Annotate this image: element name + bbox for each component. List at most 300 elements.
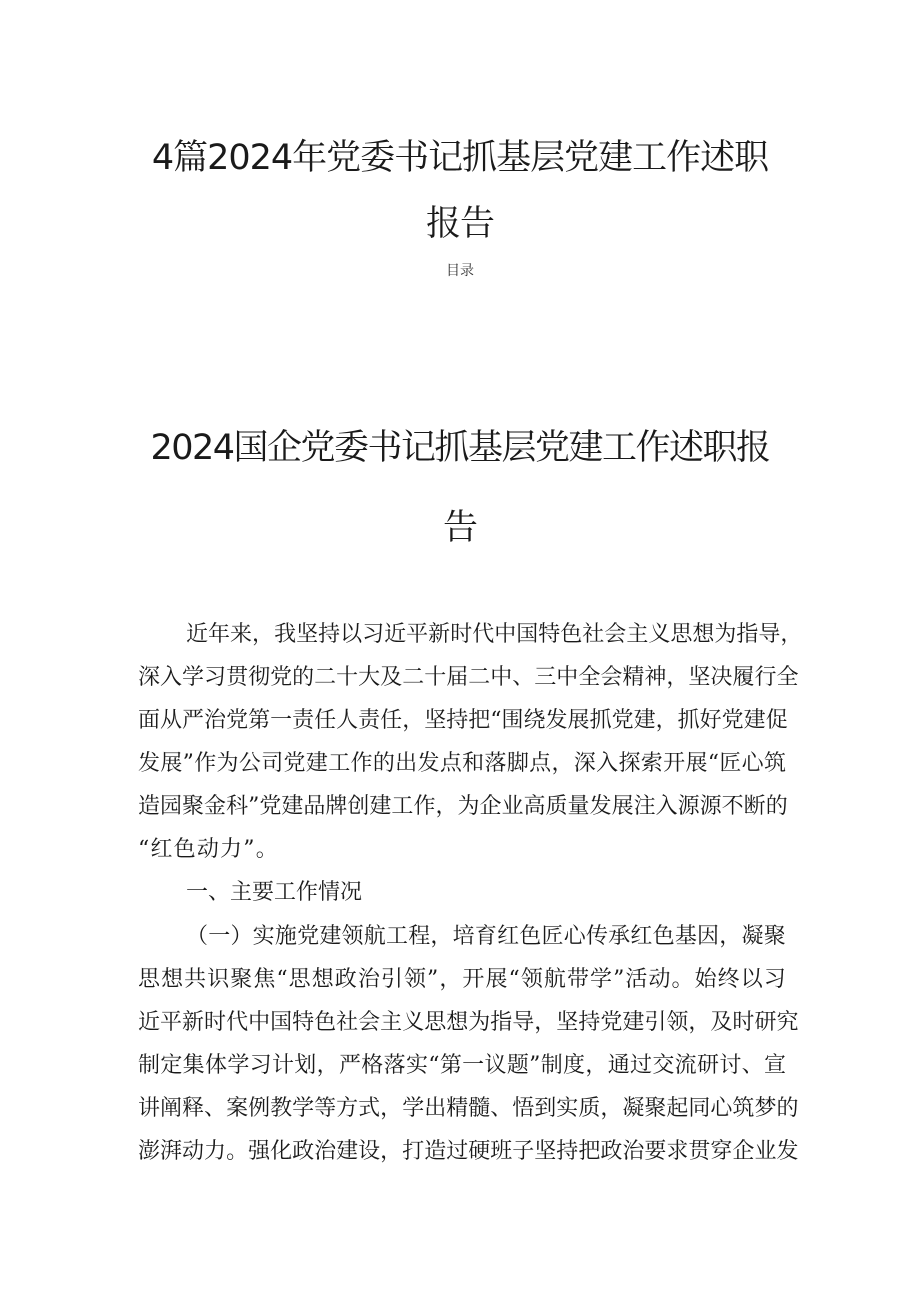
- glyph: 活: [625, 967, 648, 992]
- glyph: 作: [194, 751, 217, 776]
- glyph: 思: [288, 967, 311, 992]
- section-line: [138, 965, 786, 995]
- glyph: ”: [613, 967, 625, 992]
- glyph: 髓: [468, 1096, 491, 1121]
- glyph: ，: [534, 1010, 557, 1035]
- glyph: 究: [776, 1010, 799, 1035]
- glyph: 体: [204, 1053, 227, 1078]
- glyph: 党: [259, 794, 282, 819]
- glyph: “: [707, 751, 720, 776]
- glyph: 全: [776, 665, 799, 690]
- glyph: 国: [270, 1010, 293, 1035]
- glyph: 航: [363, 924, 386, 949]
- glyph: 筑: [763, 751, 786, 776]
- glyph: 二: [402, 665, 425, 690]
- glyph: 凝: [741, 924, 764, 949]
- glyph: 想: [161, 967, 184, 992]
- glyph: 实: [252, 924, 275, 949]
- glyph: 不: [721, 794, 744, 819]
- glyph: 。: [226, 1139, 249, 1164]
- glyph: ”: [529, 1053, 541, 1078]
- glyph: 义: [648, 622, 671, 647]
- glyph: 划: [294, 1053, 317, 1078]
- glyph: 全: [578, 665, 601, 690]
- glyph: 学: [227, 1053, 250, 1078]
- glyph: 近: [186, 622, 209, 647]
- glyph: 届: [446, 665, 469, 690]
- glyph: 展: [485, 967, 508, 992]
- glyph: 心: [741, 751, 764, 776]
- glyph: 子: [512, 1139, 535, 1164]
- glyph: 同: [688, 1096, 711, 1121]
- glyph: 公: [238, 751, 261, 776]
- glyph: 色: [314, 1010, 337, 1035]
- glyph: ，: [551, 751, 574, 776]
- glyph: 中: [248, 1010, 271, 1035]
- glyph: 来: [230, 622, 253, 647]
- glyph: 社: [336, 1010, 359, 1035]
- glyph: 思: [138, 967, 161, 992]
- glyph: 主: [626, 622, 649, 647]
- glyph: 持: [578, 1010, 601, 1035]
- glyph: 筑: [732, 1096, 755, 1121]
- intro-line: “红色动力”。: [138, 837, 279, 862]
- glyph: 引: [380, 967, 403, 992]
- section-line: [138, 1094, 799, 1124]
- glyph: 格: [361, 1053, 384, 1078]
- glyph: 近: [384, 622, 407, 647]
- glyph: 导: [512, 1010, 535, 1035]
- glyph: 创: [347, 794, 370, 819]
- glyph: 起: [666, 1096, 689, 1121]
- glyph: 司: [261, 751, 284, 776]
- glyph: 坚: [424, 708, 447, 733]
- glyph: 开: [663, 751, 686, 776]
- glyph: 聚: [763, 924, 786, 949]
- intro-line: [138, 706, 786, 736]
- glyph: 围: [501, 708, 524, 733]
- glyph: 以: [340, 622, 363, 647]
- glyph: 源: [677, 794, 700, 819]
- glyph: 色: [560, 622, 583, 647]
- glyph: 以: [740, 967, 763, 992]
- glyph: 年: [208, 622, 231, 647]
- glyph: 穿: [710, 1139, 733, 1164]
- glyph: 式: [358, 1096, 381, 1121]
- glyph: 精: [446, 1096, 469, 1121]
- glyph: 建: [743, 708, 766, 733]
- glyph: 学: [590, 967, 613, 992]
- glyph: 展: [567, 708, 590, 733]
- glyph: 红: [630, 924, 653, 949]
- glyph: 落: [484, 751, 507, 776]
- glyph: 科: [226, 794, 249, 819]
- glyph: 会: [358, 1010, 381, 1035]
- section-line: [138, 1008, 799, 1038]
- glyph: 习: [763, 967, 786, 992]
- glyph: 建: [305, 751, 328, 776]
- report-title-line-2: 告: [442, 508, 477, 548]
- glyph: ，: [600, 1096, 623, 1121]
- glyph: 的: [292, 665, 315, 690]
- glyph: 实: [405, 1053, 428, 1078]
- glyph: 十: [424, 665, 447, 690]
- glyph: 会: [604, 622, 627, 647]
- glyph: 作: [350, 751, 373, 776]
- glyph: ”: [182, 751, 194, 776]
- glyph: 责: [292, 708, 315, 733]
- glyph: 制: [138, 1053, 161, 1078]
- glyph: 强: [248, 1139, 271, 1164]
- intro-line: [186, 620, 803, 650]
- glyph: ，: [252, 622, 275, 647]
- glyph: 指: [490, 1010, 513, 1035]
- glyph: 引: [644, 1010, 667, 1035]
- glyph: 治: [622, 1139, 645, 1164]
- glyph: 及: [710, 1010, 733, 1035]
- glyph: 湃: [160, 1139, 183, 1164]
- glyph: 严: [338, 1053, 361, 1078]
- glyph: 党: [270, 665, 293, 690]
- glyph: 等: [314, 1096, 337, 1121]
- glyph: 想: [311, 967, 334, 992]
- glyph: 治: [357, 967, 380, 992]
- glyph: 聚: [644, 1096, 667, 1121]
- glyph: 展: [160, 751, 183, 776]
- glyph: 航: [543, 967, 566, 992]
- glyph: 质: [578, 1096, 601, 1121]
- glyph: 带: [566, 967, 589, 992]
- glyph: 聚: [182, 794, 205, 819]
- glyph: ”: [427, 967, 439, 992]
- glyph: 造: [424, 1139, 447, 1164]
- glyph: 发: [776, 1139, 799, 1164]
- glyph: 、: [490, 1096, 513, 1121]
- glyph: 党: [283, 751, 306, 776]
- glyph: 展: [685, 751, 708, 776]
- glyph: 高: [523, 794, 546, 819]
- intro-line: [138, 663, 799, 693]
- glyph: 领: [403, 967, 426, 992]
- glyph: 政: [334, 967, 357, 992]
- glyph: 培: [452, 924, 475, 949]
- glyph: 园: [160, 794, 183, 819]
- glyph: 坚: [556, 1010, 579, 1035]
- glyph: 会: [600, 665, 623, 690]
- glyph: 注: [633, 794, 656, 819]
- glyph: 识: [207, 967, 230, 992]
- glyph: 领: [666, 1010, 689, 1035]
- glyph: 持: [318, 622, 341, 647]
- glyph: 义: [402, 1010, 425, 1035]
- glyph: 代: [226, 1010, 249, 1035]
- intro-line: [138, 749, 786, 779]
- glyph: 建: [622, 1010, 645, 1035]
- glyph: 指: [736, 622, 759, 647]
- glyph: “: [428, 1053, 440, 1078]
- glyph: 金: [204, 794, 227, 819]
- glyph: 度: [563, 1053, 586, 1078]
- glyph: 近: [138, 1010, 161, 1035]
- glyph: 。: [671, 967, 694, 992]
- glyph: 施: [274, 924, 297, 949]
- glyph: 学: [182, 665, 205, 690]
- glyph: 抓: [589, 708, 612, 733]
- glyph: 中: [494, 622, 517, 647]
- glyph: 释: [182, 1096, 205, 1121]
- glyph: 第: [248, 708, 271, 733]
- glyph: 澎: [138, 1139, 161, 1164]
- glyph: 社: [582, 622, 605, 647]
- glyph: 严: [182, 708, 205, 733]
- glyph: 我: [274, 622, 297, 647]
- document-title-line-1: 4篇2024年党委书记抓基层党建工作述职: [151, 138, 769, 178]
- glyph: 抓: [677, 708, 700, 733]
- glyph: 任: [380, 708, 403, 733]
- glyph: 工: [385, 924, 408, 949]
- glyph: 时: [204, 1010, 227, 1035]
- glyph: 红: [497, 924, 520, 949]
- glyph: 为: [468, 1010, 491, 1035]
- glyph: 贯: [688, 1139, 711, 1164]
- glyph: 导: [758, 622, 781, 647]
- glyph: ，: [585, 1053, 608, 1078]
- glyph: 集: [182, 1053, 205, 1078]
- glyph: 设: [358, 1139, 381, 1164]
- glyph: ，: [719, 924, 742, 949]
- glyph: 匠: [541, 924, 564, 949]
- glyph: 入: [596, 751, 619, 776]
- intro-line: [138, 792, 786, 822]
- glyph: 坚: [296, 622, 319, 647]
- glyph: 硬: [468, 1139, 491, 1164]
- glyph: ，: [430, 924, 453, 949]
- section-heading: 一、主要工作情况: [186, 880, 363, 905]
- section-line: [138, 1137, 799, 1167]
- glyph: 例: [248, 1096, 271, 1121]
- glyph: 到: [534, 1096, 557, 1121]
- glyph: 发: [589, 794, 612, 819]
- glyph: 要: [644, 1139, 667, 1164]
- table-of-contents-label: 目录: [446, 263, 474, 279]
- glyph: 工: [391, 794, 414, 819]
- glyph: 源: [699, 794, 722, 819]
- glyph: 建: [633, 708, 656, 733]
- glyph: 一: [270, 708, 293, 733]
- glyph: 平: [406, 622, 429, 647]
- glyph: 制: [540, 1053, 563, 1078]
- glyph: 党: [226, 708, 249, 733]
- glyph: 思: [670, 622, 693, 647]
- glyph: 彻: [248, 665, 271, 690]
- glyph: 想: [692, 622, 715, 647]
- glyph: 质: [545, 794, 568, 819]
- glyph: 习: [362, 622, 385, 647]
- glyph: 因: [697, 924, 720, 949]
- glyph: 心: [710, 1096, 733, 1121]
- glyph: 宣: [763, 1053, 786, 1078]
- glyph: 时: [450, 622, 473, 647]
- glyph: ”: [248, 794, 260, 819]
- glyph: 展: [611, 794, 634, 819]
- glyph: 的: [765, 794, 788, 819]
- glyph: 讨: [719, 1053, 742, 1078]
- glyph: 发: [417, 751, 440, 776]
- glyph: 把: [468, 708, 491, 733]
- glyph: 新: [428, 622, 451, 647]
- glyph: 好: [699, 708, 722, 733]
- glyph: 研: [697, 1053, 720, 1078]
- glyph: 促: [765, 708, 788, 733]
- glyph: 决: [710, 665, 733, 690]
- glyph: 为: [457, 794, 480, 819]
- glyph: 治: [314, 1139, 337, 1164]
- glyph: 打: [402, 1139, 425, 1164]
- glyph: 党: [600, 1010, 623, 1035]
- glyph: 坚: [688, 665, 711, 690]
- glyph: 新: [182, 1010, 205, 1035]
- glyph: 一: [462, 1053, 485, 1078]
- glyph: 、: [512, 665, 535, 690]
- glyph: 牌: [325, 794, 348, 819]
- glyph: 脚: [506, 751, 529, 776]
- glyph: 深: [573, 751, 596, 776]
- glyph: 建: [319, 924, 342, 949]
- glyph: 阐: [160, 1096, 183, 1121]
- glyph: 领: [341, 924, 364, 949]
- glyph: 、: [204, 1096, 227, 1121]
- glyph: 习: [249, 1053, 272, 1078]
- glyph: “: [276, 967, 288, 992]
- glyph: 业: [501, 794, 524, 819]
- glyph: 党: [721, 708, 744, 733]
- glyph: 终: [717, 967, 740, 992]
- glyph: 建: [281, 794, 304, 819]
- glyph: 政: [600, 1139, 623, 1164]
- glyph: 为: [714, 622, 737, 647]
- glyph: 一: [208, 924, 231, 949]
- glyph: 出: [395, 751, 418, 776]
- glyph: 流: [674, 1053, 697, 1078]
- glyph: 计: [271, 1053, 294, 1078]
- glyph: 发: [545, 708, 568, 733]
- glyph: 主: [380, 1010, 403, 1035]
- glyph: 教: [270, 1096, 293, 1121]
- glyph: 出: [424, 1096, 447, 1121]
- glyph: 大: [358, 665, 381, 690]
- glyph: 履: [732, 665, 755, 690]
- glyph: 三: [534, 665, 557, 690]
- glyph: 色: [519, 924, 542, 949]
- glyph: ）: [230, 924, 253, 949]
- glyph: 定: [160, 1053, 183, 1078]
- glyph: 为: [216, 751, 239, 776]
- glyph: ，: [316, 1053, 339, 1078]
- glyph: 力: [204, 1139, 227, 1164]
- glyph: 建: [369, 794, 392, 819]
- glyph: 特: [292, 1010, 315, 1035]
- glyph: 习: [204, 665, 227, 690]
- glyph: 过: [446, 1139, 469, 1164]
- glyph: 焦: [253, 967, 276, 992]
- glyph: 心: [563, 924, 586, 949]
- glyph: 、: [741, 1053, 764, 1078]
- section-line: [138, 1051, 786, 1081]
- glyph: 量: [567, 794, 590, 819]
- glyph: 匠: [719, 751, 742, 776]
- glyph: 神: [644, 665, 667, 690]
- glyph: 人: [336, 708, 359, 733]
- glyph: 中: [556, 665, 579, 690]
- glyph: 代: [472, 622, 495, 647]
- glyph: “: [508, 967, 520, 992]
- glyph: 和: [462, 751, 485, 776]
- glyph: 探: [618, 751, 641, 776]
- glyph: 治: [204, 708, 227, 733]
- glyph: 点: [529, 751, 552, 776]
- glyph: 党: [611, 708, 634, 733]
- glyph: 聚: [230, 967, 253, 992]
- glyph: 任: [314, 708, 337, 733]
- glyph: ，: [402, 708, 425, 733]
- glyph: 题: [506, 1053, 529, 1078]
- glyph: 实: [556, 1096, 579, 1121]
- glyph: 案: [226, 1096, 249, 1121]
- glyph: 的: [372, 751, 395, 776]
- glyph: 坚: [534, 1139, 557, 1164]
- glyph: 色: [652, 924, 675, 949]
- glyph: ，: [380, 1139, 403, 1164]
- glyph: 国: [516, 622, 539, 647]
- glyph: 深: [138, 665, 161, 690]
- document-title-line-2: 报告: [425, 204, 494, 244]
- glyph: 面: [138, 708, 161, 733]
- glyph: 议: [484, 1053, 507, 1078]
- glyph: 入: [655, 794, 678, 819]
- glyph: ，: [439, 967, 462, 992]
- glyph: 建: [336, 1139, 359, 1164]
- glyph: ，: [688, 1010, 711, 1035]
- glyph: 梦: [754, 1096, 777, 1121]
- glyph: 班: [490, 1139, 513, 1164]
- glyph: 学: [402, 1096, 425, 1121]
- glyph: 开: [462, 967, 485, 992]
- glyph: 平: [160, 1010, 183, 1035]
- glyph: 索: [640, 751, 663, 776]
- glyph: 凝: [622, 1096, 645, 1121]
- section-line: [186, 922, 786, 952]
- glyph: 通: [607, 1053, 630, 1078]
- glyph: 讲: [138, 1096, 161, 1121]
- glyph: 点: [439, 751, 462, 776]
- glyph: 贯: [226, 665, 249, 690]
- glyph: 化: [270, 1139, 293, 1164]
- glyph: 育: [474, 924, 497, 949]
- glyph: 求: [666, 1139, 689, 1164]
- glyph: 的: [776, 1096, 799, 1121]
- glyph: 共: [184, 967, 207, 992]
- glyph: 学: [292, 1096, 315, 1121]
- report-title-line-1: 2024国企党委书记抓基层党建工作述职报: [150, 428, 770, 468]
- glyph: 传: [585, 924, 608, 949]
- glyph: 过: [630, 1053, 653, 1078]
- glyph: 党: [297, 924, 320, 949]
- glyph: 断: [743, 794, 766, 819]
- glyph: 中: [490, 665, 513, 690]
- glyph: “: [490, 708, 502, 733]
- glyph: 领: [520, 967, 543, 992]
- glyph: 二: [314, 665, 337, 690]
